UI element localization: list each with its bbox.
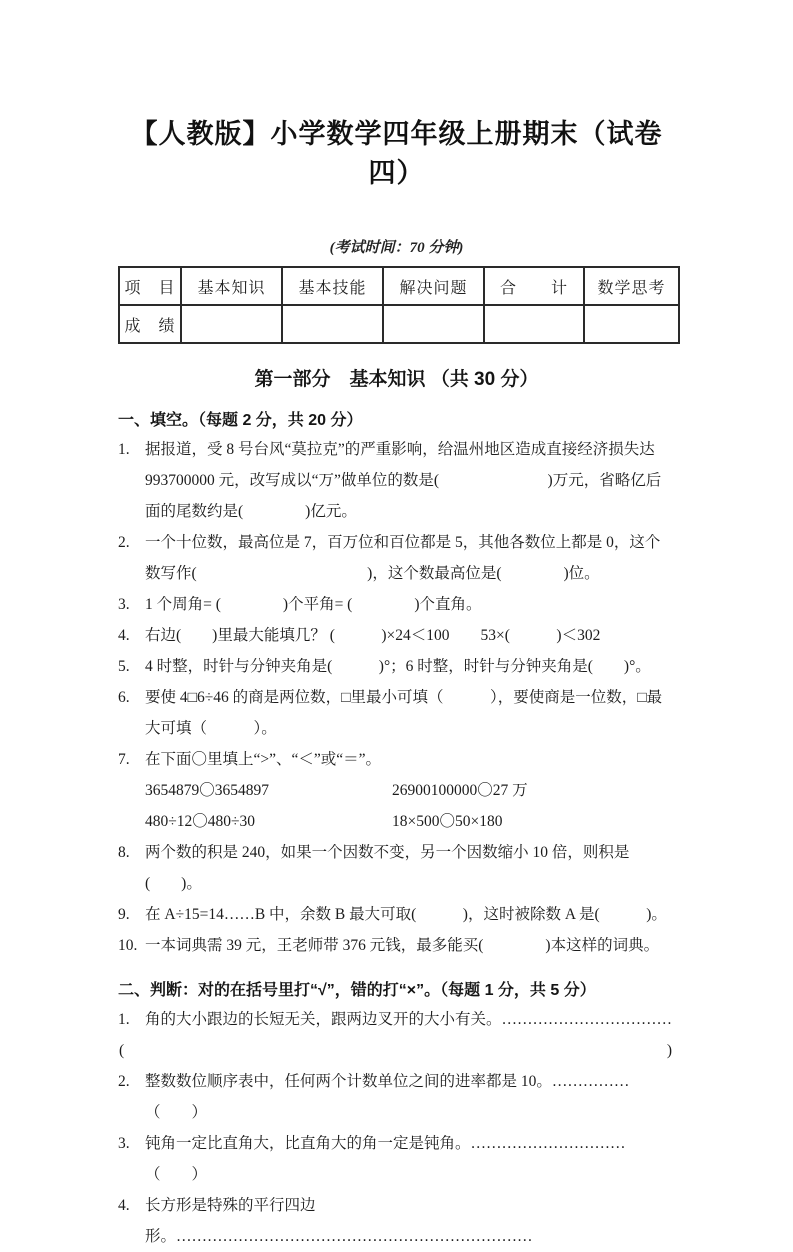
fill-question-7 xyxy=(118,744,675,775)
judge-question-1 xyxy=(118,1004,675,1035)
question-number: 9. xyxy=(118,906,130,923)
question-text: 钝角一定比直角大，比直角大的角一定是钝角。…………………………（ ） xyxy=(145,1135,626,1183)
fill-question-9 xyxy=(118,899,675,930)
question-number: 3. xyxy=(118,1135,130,1152)
question-text: 据报道，受 8 号台风“莫拉克”的严重影响，给温州地区造成直接经济损失达 993700000 元，改写成以“万”做单位的数是( )万元，省略亿后面的尾数约是( )亿元。 xyxy=(145,441,662,520)
score-header-item: 项 目 xyxy=(119,267,181,305)
fill-question-1 xyxy=(118,434,675,527)
question-number: 1. xyxy=(118,441,130,458)
question-number: 8. xyxy=(118,844,130,861)
fill-question-4 xyxy=(118,620,675,651)
question-text: 在 A÷15=14……B 中，余数 B 最大可取( )，这时被除数 A 是( )。 xyxy=(145,906,667,923)
score-table-header-row xyxy=(119,267,679,305)
question-number: 4. xyxy=(118,1197,130,1214)
score-table xyxy=(118,266,680,344)
judge-question-3 xyxy=(118,1128,675,1190)
fill-question-8 xyxy=(118,837,675,899)
fill-question-2 xyxy=(118,527,675,589)
comparison-item: 3654879〇3654897 xyxy=(145,782,270,799)
question-number: 1. xyxy=(118,1011,130,1028)
question-text: 长方形是特殊的平行四边形。…………………………………………………………… xyxy=(145,1197,533,1245)
question-text: 要使 4□6÷46 的商是两位数，□里最小可填（ ），要使商是一位数，□最大可填（ ）。 xyxy=(145,689,663,737)
fill-question-3 xyxy=(118,589,675,620)
question-number: 5. xyxy=(118,658,130,675)
comparison-row-1 xyxy=(118,775,675,806)
question-text: 右边( )里最大能填几？ ( )×24＜100 53×( )＜302 xyxy=(145,627,601,644)
score-header-problem-solving: 解决问题 xyxy=(383,267,484,305)
question-text: 两个数的积是 240，如果一个因数不变，另一个因数缩小 10 倍，则积是( )。 xyxy=(145,844,630,892)
fill-question-5 xyxy=(118,651,675,682)
doc-title: 【人教版】小学数学四年级上册期末（试卷四） xyxy=(130,119,663,188)
comparison-item: 18×500〇50×180 xyxy=(392,813,503,830)
question-number: 2. xyxy=(118,1073,130,1090)
paren-open: ( xyxy=(119,1042,125,1059)
judge-question-4 xyxy=(118,1190,675,1252)
score-header-total: 合 计 xyxy=(484,267,584,305)
fill-section-heading: 一、填空。（每题 2 分，共 20 分） xyxy=(118,412,363,429)
question-text: 4 时整，时针与分钟夹角是( )°；6 时整，时针与分钟夹角是( )°。 xyxy=(145,658,651,675)
score-cell xyxy=(383,305,484,343)
question-text: 一个十位数，最高位是 7，百万位和百位都是 5，其他各数位上都是 0，这个数写作( )，这个数最高位是( )位。 xyxy=(145,534,661,582)
question-text: 在下面〇里填上“>”、“＜”或“＝”。 xyxy=(145,751,382,768)
comparison-item: 480÷12〇480÷30 xyxy=(145,813,256,830)
score-header-basic-knowledge: 基本知识 xyxy=(181,267,282,305)
paren-close: ) xyxy=(666,1042,672,1059)
score-table-score-row xyxy=(119,305,679,343)
question-text: 1 个周角= ( )个平角= ( )个直角。 xyxy=(145,596,482,613)
question-number: 3. xyxy=(118,596,130,613)
question-text: 角的大小跟边的长短无关，跟两边叉开的大小有关。…………………………… xyxy=(145,1011,673,1028)
score-header-math-thinking: 数学思考 xyxy=(584,267,679,305)
comparison-row-2 xyxy=(118,806,675,837)
fill-question-6 xyxy=(118,682,675,744)
exam-time-note: (考试时间：70 分钟) xyxy=(329,240,464,256)
judge-question-2 xyxy=(118,1066,675,1128)
score-cell xyxy=(181,305,282,343)
score-header-basic-skill: 基本技能 xyxy=(282,267,383,305)
part1-heading: 第一部分 基本知识 （共 30 分） xyxy=(254,369,539,390)
score-cell xyxy=(584,305,679,343)
score-cell xyxy=(484,305,584,343)
question-number: 4. xyxy=(118,627,130,644)
judge-section-heading: 二、判断：对的在括号里打“√”，错的打“×”。（每题 1 分，共 5 分） xyxy=(118,982,596,999)
question-number: 10. xyxy=(118,937,138,954)
fill-question-10 xyxy=(118,930,675,961)
question-number: 6. xyxy=(118,689,130,706)
question-number: 2. xyxy=(118,534,130,551)
score-row-label: 成 绩 xyxy=(119,305,181,343)
question-text: 一本词典需 39 元，王老师带 376 元钱，最多能买( )本这样的词典。 xyxy=(145,937,660,954)
question-text: 整数数位顺序表中，任何两个计数单位之间的进率都是 10。……………（ ） xyxy=(145,1073,630,1121)
comparison-item: 26900100000〇27 万 xyxy=(392,782,528,799)
question-number: 7. xyxy=(118,751,130,768)
answer-paren-line xyxy=(118,1035,675,1066)
score-cell xyxy=(282,305,383,343)
